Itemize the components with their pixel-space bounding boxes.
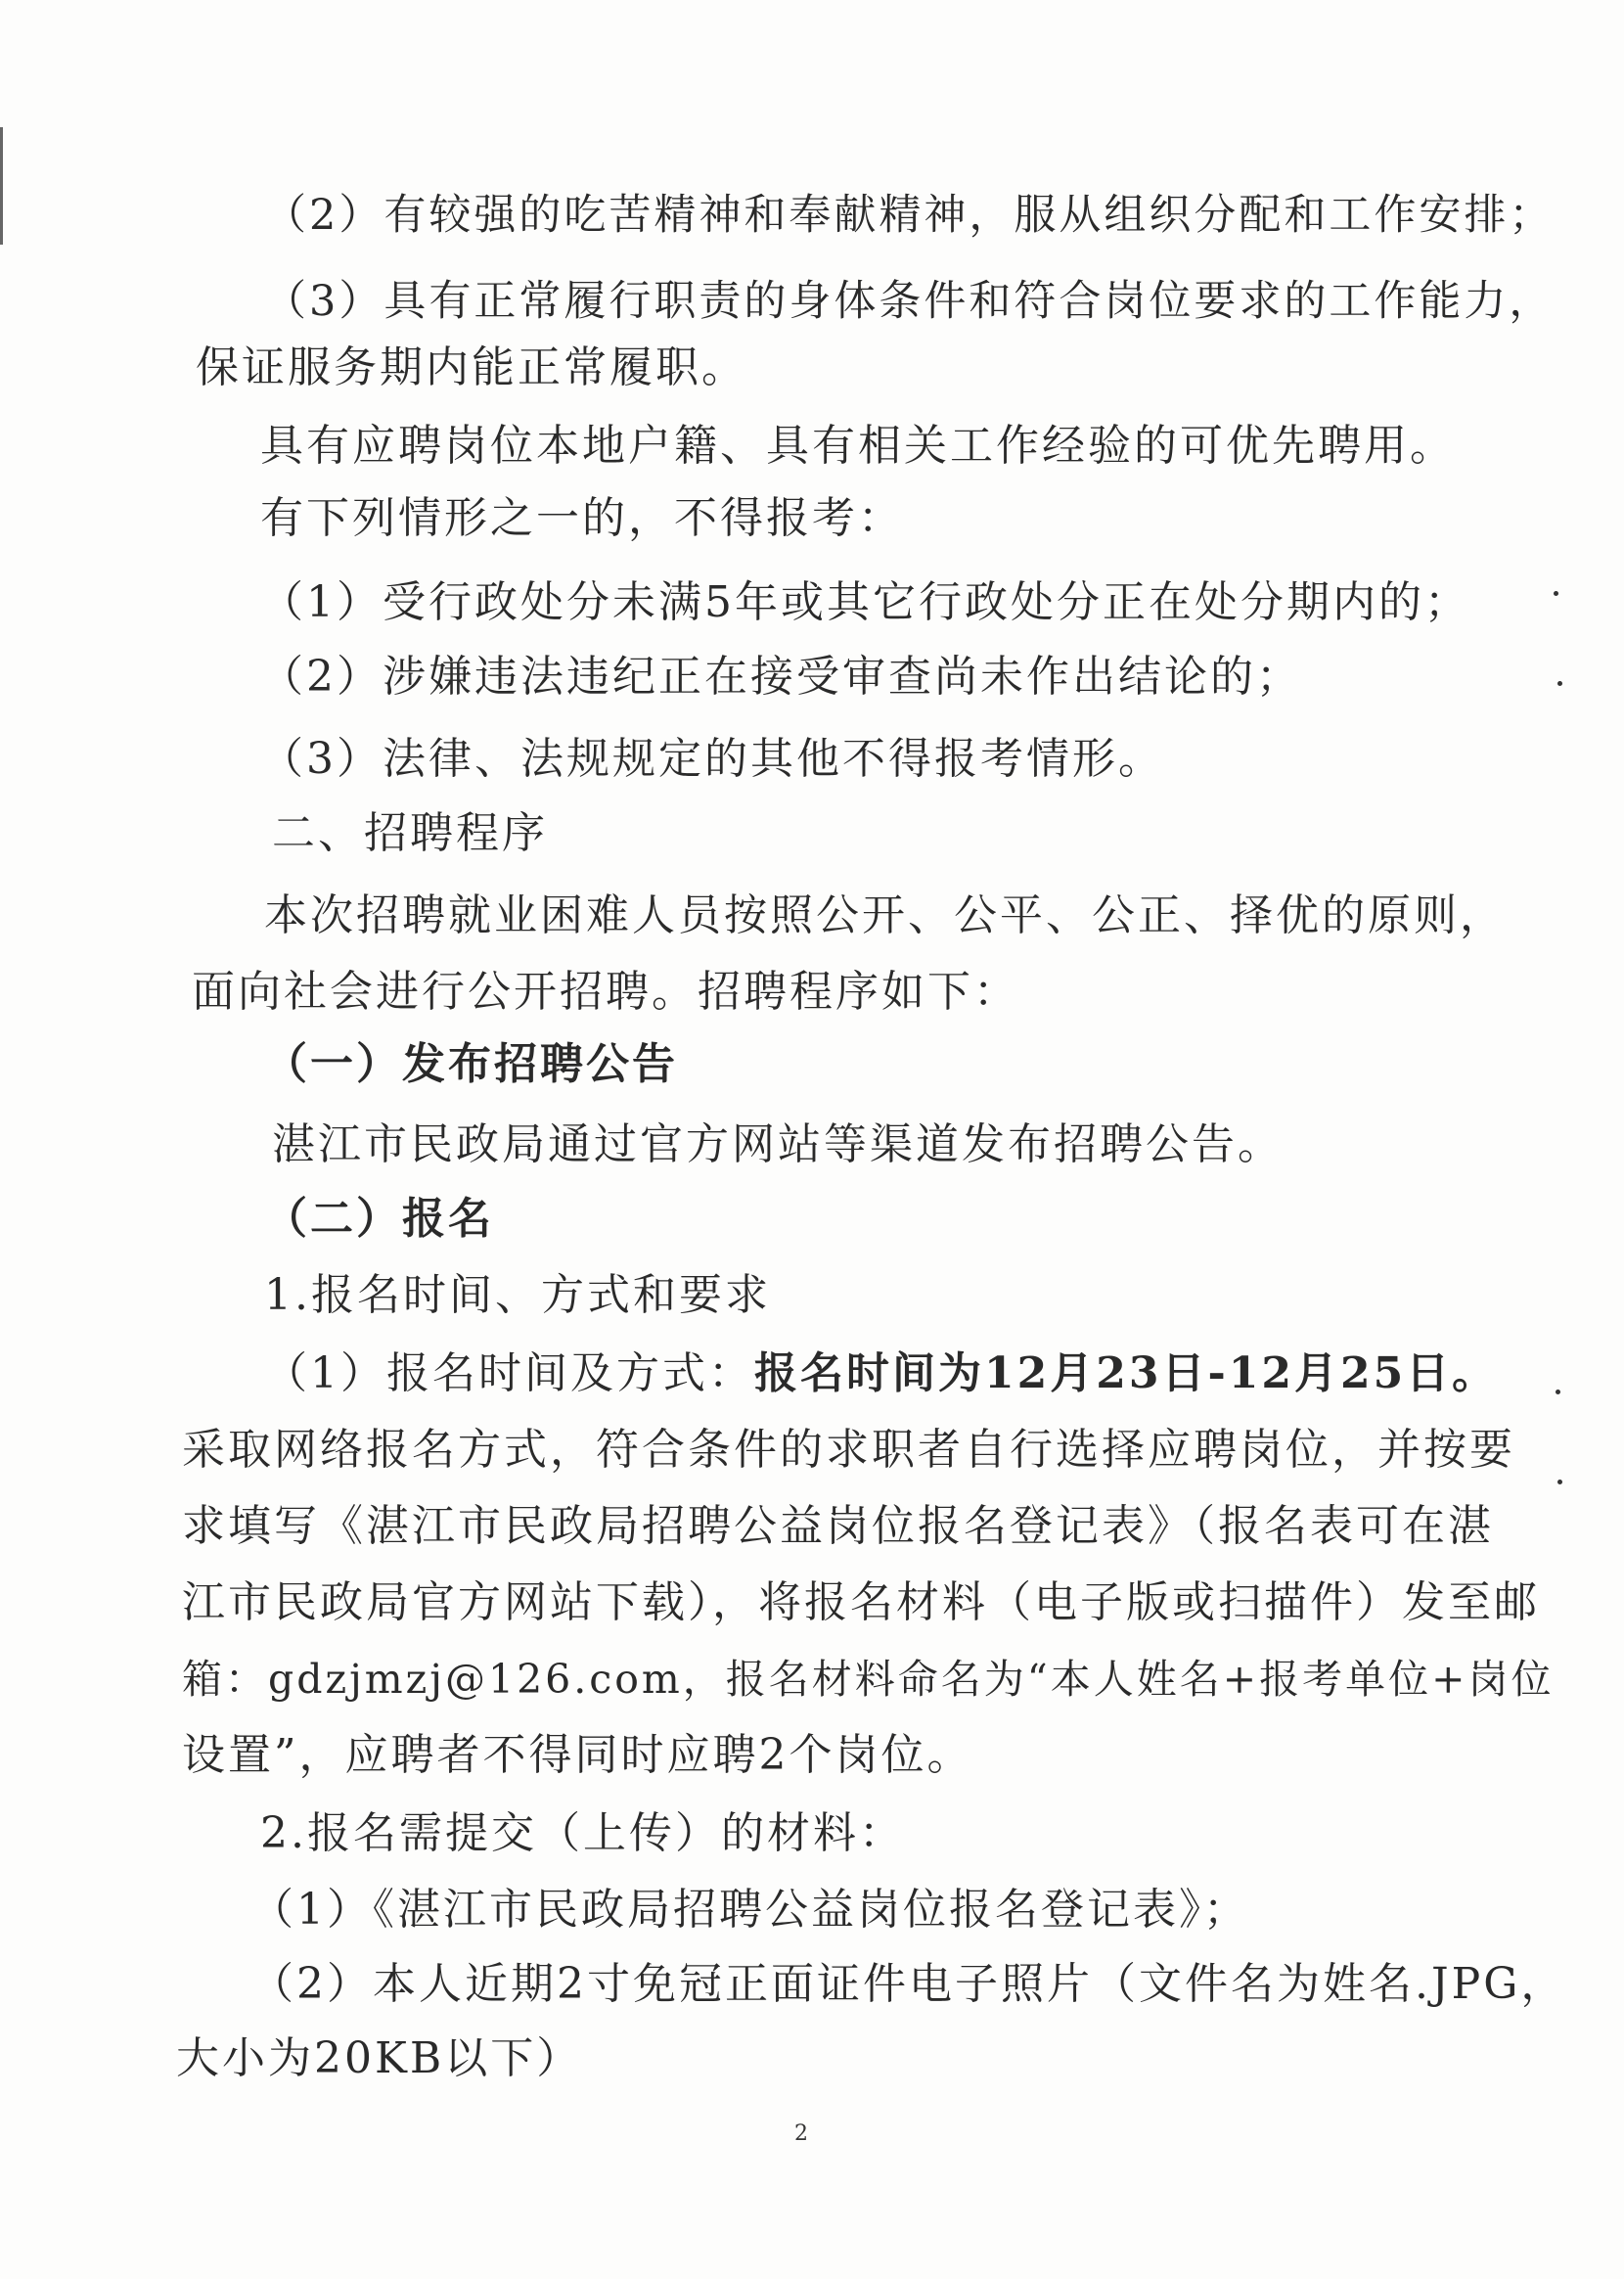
list-item: （1）受行政处分未满5年或其它行政处分正在处分期内的；: [260, 577, 1470, 627]
paragraph-line: 2.报名需提交（上传）的材料：: [260, 1808, 905, 1858]
paragraph-line: 求填写《湛江市民政局招聘公益岗位报名登记表》（报名表可在湛: [182, 1501, 1494, 1551]
subsection-heading: （二）报名: [264, 1194, 494, 1244]
scan-speck: [1557, 681, 1562, 686]
paragraph-line: （2）有较强的吃苦精神和奉献精神，服从组织分配和工作安排；: [264, 191, 1555, 240]
paragraph-line: （3）具有正常履行职责的身体条件和符合岗位要求的工作能力，: [264, 277, 1555, 326]
paragraph-line: 江市民政局官方网站下载），将报名材料（电子版或扫描件）发至邮: [182, 1577, 1540, 1627]
scan-speck: [1556, 1390, 1560, 1394]
scan-speck: [1557, 1480, 1562, 1484]
paragraph-line: 面向社会进行公开招聘。招聘程序如下：: [192, 967, 1019, 1017]
paragraph-line: 有下列情形之一的，不得报考：: [260, 493, 904, 543]
paragraph-line: 1.报名时间、方式和要求: [264, 1270, 771, 1320]
registration-time-dates: 报名时间为12月23日-12月25日。: [754, 1348, 1499, 1398]
paragraph-line: 具有应聘岗位本地户籍、具有相关工作经验的可优先聘用。: [260, 421, 1456, 471]
registration-time-label: （1）报名时间及方式：: [264, 1348, 754, 1398]
paragraph-line: 大小为20KB以下）: [176, 2033, 583, 2083]
scan-edge-mark: [0, 127, 3, 245]
paragraph-line: [264, 1348, 1498, 1399]
page-number: 2: [794, 2121, 808, 2146]
paragraph-line: 箱：gdzjmzj@126.com，报名材料命名为“本人姓名+报考单位+岗位: [182, 1656, 1555, 1703]
list-item: （2）本人近期2寸免冠正面证件电子照片（文件名为姓名.JPG，: [250, 1959, 1567, 2009]
paragraph-line: 湛江市民政局通过官方网站等渠道发布招聘公告。: [272, 1119, 1284, 1169]
section-heading: 二、招聘程序: [272, 808, 548, 858]
subsection-heading: （一）发布招聘公告: [264, 1039, 678, 1089]
paragraph-line: 本次招聘就业困难人员按照公开、公平、公正、择优的原则，: [264, 890, 1506, 940]
list-item: （2）涉嫌违法违纪正在接受审查尚未作出结论的；: [260, 652, 1302, 702]
list-item: （3）法律、法规规定的其他不得报考情形。: [260, 734, 1164, 784]
paragraph-line: 采取网络报名方式，符合条件的求职者自行选择应聘岗位，并按要: [182, 1425, 1515, 1475]
paragraph-line: 设置”，应聘者不得同时应聘2个岗位。: [182, 1730, 973, 1780]
scan-speck: [1554, 591, 1558, 596]
list-item: （1）《湛江市民政局招聘公益岗位报名登记表》；: [250, 1885, 1249, 1935]
paragraph-line: 保证服务期内能正常履职。: [196, 342, 747, 392]
